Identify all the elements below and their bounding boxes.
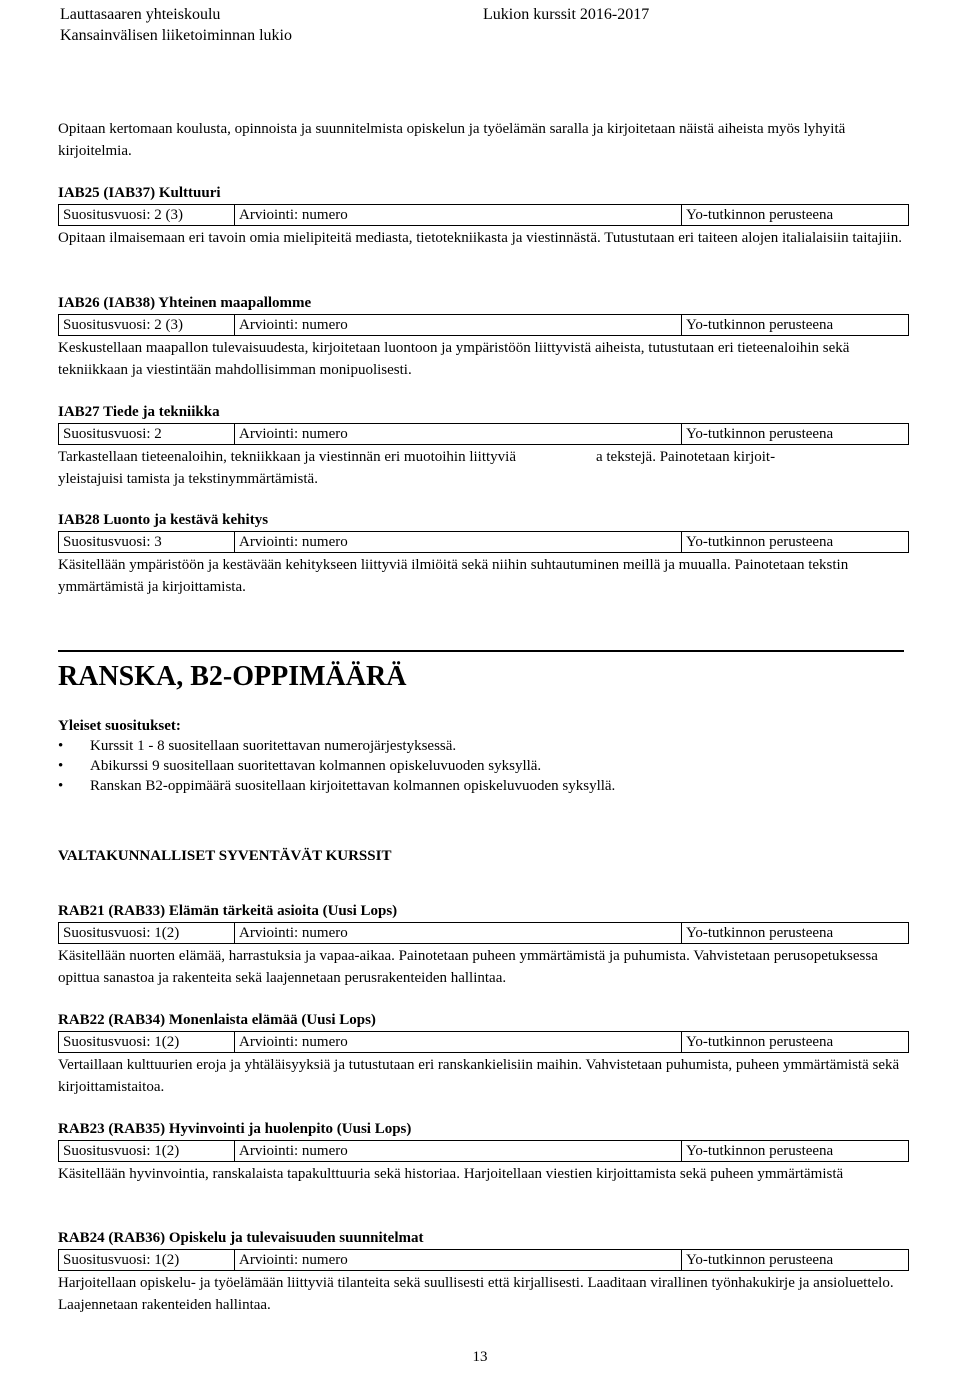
intro-paragraph [58, 118, 910, 162]
course-exam: Yo-tutkinnon perusteena [682, 1141, 909, 1162]
course-title: IAB25 (IAB37) Kulttuuri [58, 185, 221, 201]
course-year: Suositusvuosi: 1(2) [59, 1032, 235, 1053]
recommendation-list [58, 736, 910, 796]
list-item: • Kurssit 1 - 8 suositellaan suoritettavan numerojärjestyksessä. [58, 738, 457, 754]
course-year: Suositusvuosi: 1(2) [59, 1250, 235, 1271]
general-recommendations [58, 716, 910, 796]
course-description: Harjoitellaan opiskelu- ja työelämään liittyviä tilanteita sekä suullisesti että kirjallisesti. Laaditaan virallinen työnhakukirje ja ansioluettelo. Laajennetaan rakenteiden hallintaa. [58, 1275, 894, 1313]
course-title: IAB27 Tiede ja tekniikka [58, 404, 220, 420]
course-year: Suositusvuosi: 3 [59, 532, 235, 553]
course-info-table [58, 1249, 909, 1271]
course-grading: Arviointi: numero [235, 315, 682, 336]
course-year: Suositusvuosi: 1(2) [59, 923, 235, 944]
course-exam: Yo-tutkinnon perusteena [682, 424, 909, 445]
course-year: Suositusvuosi: 2 [59, 424, 235, 445]
course-title: IAB28 Luonto ja kestävä kehitys [58, 512, 269, 528]
course-info-table [58, 922, 909, 944]
course-block [58, 510, 910, 598]
course-description [58, 446, 910, 490]
course-info-table [58, 531, 909, 553]
course-info-table [58, 423, 909, 445]
course-description: Keskustellaan maapallon tulevaisuudesta, kirjoitetaan luontoon ja ympäristöön liittyvistä aiheista, tutustutaan eri tieteenaloihin sekä tekniikkaan ja viestintään mahdollisimman monipuolisesti. [58, 340, 850, 378]
course-block [58, 1010, 910, 1098]
course-grading: Arviointi: numero [235, 205, 682, 226]
course-info-table [58, 1140, 909, 1162]
header-title: Lukion kurssit 2016-2017 [483, 6, 650, 23]
list-item: • Ranskan B2-oppimäärä suositellaan kirjoitettavan kolmannen opiskeluvuoden syksyllä. [58, 778, 616, 794]
course-year: Suositusvuosi: 2 (3) [59, 205, 235, 226]
bullet-icon: • [58, 778, 64, 794]
intro-text: Opitaan kertomaan koulusta, opinnoista ja suunnitelmista opiskelun ja työelämän saralla ja kirjoitetaan näistä aiheista myös lyhyitä kirjoitelmia. [58, 121, 846, 159]
course-description: Käsitellään nuorten elämää, harrastuksia ja vapaa-aikaa. Painotetaan puheen ymmärtämistä ja puhumista. Vahvistetaan perusopetuksessa opittua sanastoa ja rakenteita sekä laajennetaan perusrakenteiden hallintaa. [58, 948, 878, 986]
course-exam: Yo-tutkinnon perusteena [682, 923, 909, 944]
header-program: Kansainvälisen liiketoiminnan lukio [60, 27, 292, 44]
course-info-table [58, 204, 909, 226]
course-block [58, 1228, 910, 1316]
course-grading: Arviointi: numero [235, 532, 682, 553]
course-exam: Yo-tutkinnon perusteena [682, 205, 909, 226]
header-left [60, 4, 292, 46]
bullet-icon: • [58, 738, 64, 754]
course-block [58, 293, 910, 381]
general-recommendations-title: Yleiset suositukset: [58, 718, 181, 734]
course-title: RAB21 (RAB33) Elämän tärkeitä asioita (Uusi Lops) [58, 903, 398, 919]
course-block [58, 901, 910, 989]
course-exam: Yo-tutkinnon perusteena [682, 1250, 909, 1271]
course-description: Vertaillaan kulttuurien eroja ja yhtäläisyyksiä ja tutustutaan eri ranskankielisiin maihin. Vahvistetaan puhumista, puheen ymmärtämistä sekä kirjoittamistaitoa. [58, 1057, 900, 1095]
course-grading: Arviointi: numero [235, 1250, 682, 1271]
course-title: IAB26 (IAB38) Yhteinen maapallomme [58, 295, 312, 311]
course-year: Suositusvuosi: 1(2) [59, 1141, 235, 1162]
course-grading: Arviointi: numero [235, 1032, 682, 1053]
course-description: Käsitellään hyvinvointia, ranskalaista tapakulttuuria sekä historiaa. Harjoitellaan viestien kirjoittamista sekä puheen ymmärtämistä [58, 1166, 844, 1182]
course-grading: Arviointi: numero [235, 923, 682, 944]
course-title: RAB22 (RAB34) Monenlaista elämää (Uusi Lops) [58, 1012, 376, 1028]
course-info-table [58, 314, 909, 336]
course-grading: Arviointi: numero [235, 1141, 682, 1162]
subsection [58, 846, 910, 866]
course-description: Opitaan ilmaisemaan eri tavoin omia mielipiteitä mediasta, tietotekniikasta ja viestinnästä. Tutustutaan eri taiteen alojen italialaisiin taitajiin. [58, 230, 902, 246]
course-info-table [58, 1031, 909, 1053]
course-description: Käsitellään ympäristöön ja kestävään kehitykseen liittyviä ilmiöitä sekä niihin suhtautuminen meillä ja muualla. Painotetaan tekstin ymmärtämistä ja kirjoittamista. [58, 557, 849, 595]
bullet-icon: • [58, 758, 64, 774]
course-title: RAB23 (RAB35) Hyvinvointi ja huolenpito (Uusi Lops) [58, 1121, 412, 1137]
header-school: Lauttasaaren yhteiskoulu [60, 6, 221, 23]
course-grading: Arviointi: numero [235, 424, 682, 445]
course-description-part1: Tarkastellaan tieteenaloihin, tekniikkaan ja viestinnän eri muotoihin liittyviä [58, 449, 516, 465]
course-year: Suositusvuosi: 2 (3) [59, 315, 235, 336]
section-title: RANSKA, B2-OPPIMÄÄRÄ [58, 650, 904, 694]
course-block [58, 1119, 910, 1185]
page-number: 13 [472, 1349, 488, 1365]
course-title: RAB24 (RAB36) Opiskelu ja tulevaisuuden suunnitelmat [58, 1230, 424, 1246]
subsection-heading: VALTAKUNNALLISET SYVENTÄVÄT KURSSIT [58, 848, 392, 864]
course-exam: Yo-tutkinnon perusteena [682, 532, 909, 553]
course-exam: Yo-tutkinnon perusteena [682, 315, 909, 336]
course-block [58, 183, 910, 249]
course-exam: Yo-tutkinnon perusteena [682, 1032, 909, 1053]
list-item: • Abikurssi 9 suositellaan suoritettavan kolmannen opiskeluvuoden syksyllä. [58, 758, 542, 774]
course-block [58, 402, 910, 490]
course-description-part2: a tekstejä. Painotetaan kirjoit- [595, 449, 776, 465]
course-description-line2: yleistajuisi tamista ja tekstinymmärtämistä. [58, 471, 318, 487]
